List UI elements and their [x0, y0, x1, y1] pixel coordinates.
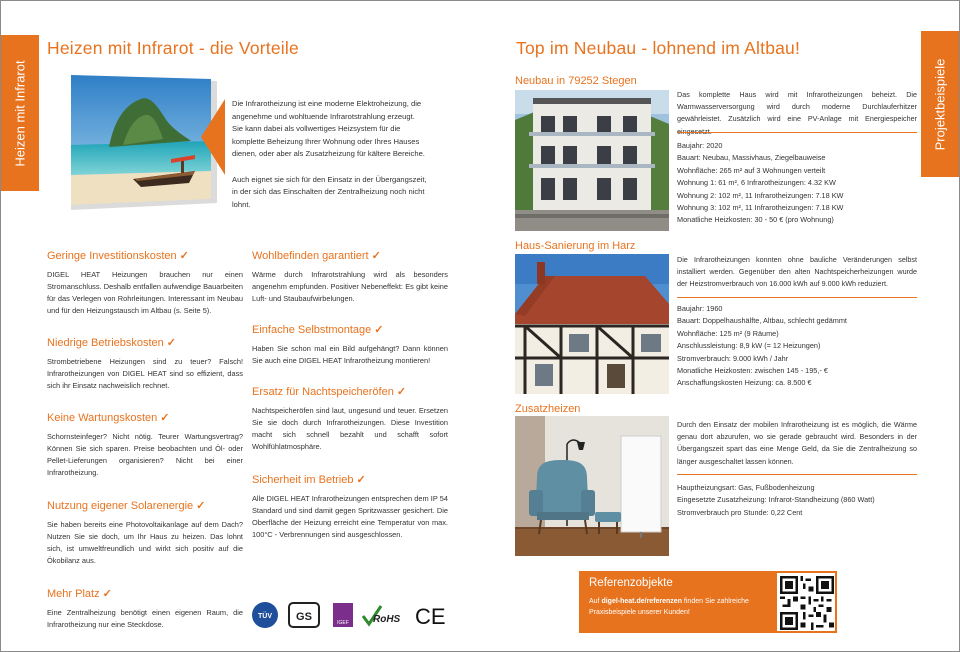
intro-arrow	[201, 99, 225, 175]
feature-title: Niedrige Betriebskosten ✓	[47, 337, 177, 349]
ce-logo	[415, 604, 446, 629]
intro-text	[232, 98, 427, 224]
project-facts-neubau	[677, 140, 843, 227]
feature-title: Nutzung eigener Solarenergie ✓	[47, 500, 206, 512]
fact-line: Monatliche Heizkosten: zwischen 145 - 195,- €	[677, 366, 828, 376]
intro-paragraph: Die Infrarotheizung ist eine moderne Elektroheizung, die angenehme und wohltuende Infrarotstrahlung erzeugt. Sie kann dabei als vollwertiges Heizsystem für die komplette Beheizung Ihrer Wohnung oder Ihres Hauses dienen, oder aber als Zusatzheizung für kältere Bereiche.	[232, 99, 425, 159]
reference-title: Referenzobjekte	[589, 577, 673, 589]
check-icon: ✓	[179, 250, 189, 262]
feature-title: Mehr Platz ✓	[47, 588, 112, 600]
feature-solar	[47, 499, 243, 567]
feature-title: Sicherheit im Betrieb ✓	[252, 474, 366, 486]
fact-line: Hauptheizungsart: Gas, Fußbodenheizung	[677, 483, 815, 492]
feature-title: Ersatz für Nachtspeicheröfen ✓	[252, 386, 407, 398]
feature-operating-costs	[47, 336, 243, 392]
check-icon: ✓	[160, 412, 170, 424]
intro-paragraph: Auch eignet sie sich für den Einsatz in der Übergangszeit, in der sich das Einschalten der Zentralheizung noch nicht lohnt.	[232, 174, 427, 209]
photo-armchair-heater	[515, 416, 669, 556]
side-tab-left-label: Heizen mit Infrarot	[12, 59, 28, 167]
check-icon: ✓	[374, 324, 384, 336]
rohs-logo	[363, 606, 401, 625]
fact-line: Baujahr: 2020	[677, 141, 723, 150]
feature-text: Sie haben bereits eine Photovoltaikanlage auf dem Dach? Nutzen Sie sie doch, um Ihr Haus zu heizen. Das lohnt sich, ist umweltfreundlich und wirkt sich positiv auf die Ökobilanz aus.	[47, 520, 243, 565]
feature-text: DIGEL HEAT Heizungen brauchen nur einen Stromanschluss. Deshalb entfallen aufwendige Bauarbeiten für das Verlegen von Rohrleitungen. Interessant im Neubau und für den Heizungstausch im Altbau (s. Seite 5).	[47, 270, 243, 315]
feature-storage-heater-replacement	[252, 385, 448, 453]
project-facts-zusatzheizen	[677, 482, 875, 519]
feature-title: Wohlbefinden garantiert ✓	[252, 250, 381, 262]
feature-text: Schornsteinfeger? Nicht nötig. Teurer Wartungsvertrag? Können Sie sich sparen. Preise beobachten und Öl- oder Pellet-Lieferungen organisieren? Nicht bei einer Infrarotheizung.	[47, 432, 243, 477]
check-icon: ✓	[371, 250, 381, 262]
svg-text:TÜV: TÜV	[258, 613, 272, 620]
side-tab-right	[921, 31, 959, 177]
fact-line: Wohnfläche: 265 m² auf 3 Wohnungen verteilt	[677, 165, 826, 175]
divider	[677, 474, 917, 475]
check-icon: ✓	[102, 588, 112, 600]
side-tab-right-label: Projektbeispiele	[932, 58, 948, 150]
divider	[677, 297, 917, 298]
fact-line: Wohnung 1: 61 m², 6 Infrarotheizungen: 4.32 KW	[677, 178, 836, 188]
fact-line: Wohnfläche: 125 m² (9 Räume)	[677, 328, 779, 338]
fact-line: Anschaffungskosten Heizung: ca. 8.500 €	[677, 378, 812, 388]
reference-box	[579, 571, 775, 633]
feature-self-install	[252, 323, 448, 367]
fact-line: Eingesetzte Zusatzheizung: Infrarot-Standheizung (860 Watt)	[677, 495, 875, 505]
certification-logos	[251, 600, 451, 632]
check-icon: ✓	[166, 337, 177, 349]
side-tab-left	[1, 35, 39, 191]
project-desc-zusatzheizen: Durch den Einsatz der mobilen Infrarotheizung ist es möglich, die Wärme genau dort abzurufen, wo sie gerade gebraucht wird. Besonders in der Übergangszeit spart das eine Menge Geld, da Sie die Zentralheizung so länger ausgeschaltet lassen können.	[677, 420, 917, 466]
check-icon: ✓	[396, 386, 407, 398]
right-page-title: Top im Neubau - lohnend im Altbau!	[516, 38, 801, 58]
feature-wellbeing	[252, 249, 448, 305]
feature-text: Alle DIGEL HEAT Infrarotheizungen entsprechen dem IP 54 Standard und sind damit gegen Spritzwasser gesichert. Die Oberfläche der Heizung erreicht eine Temperatur von max. 100°C - Verbrennungen sind ausgeschlossen.	[252, 494, 448, 539]
fact-line: Monatliche Heizkosten: 30 - 50 € (pro Wohnung)	[677, 215, 834, 225]
hero-image-beach	[71, 75, 217, 210]
photo-half-timbered-house	[515, 254, 669, 394]
fact-line: Baujahr: 1960	[677, 304, 723, 313]
check-icon: ✓	[356, 474, 366, 486]
reference-link[interactable]: digel-heat.de/referenzen	[601, 598, 682, 605]
divider	[677, 132, 917, 133]
feature-title: Einfache Selbstmontage ✓	[252, 324, 384, 336]
qr-code[interactable]	[775, 571, 837, 633]
igef-logo	[333, 603, 353, 627]
photo-new-building	[515, 90, 669, 231]
fact-line: Bauart: Doppelhaushälfte, Altbau, schlecht gedämmt	[677, 316, 847, 326]
reference-text: Auf digel-heat.de/referenzen finden Sie zahlreiche Praxisbeispiele unserer Kunden!	[589, 598, 749, 616]
fact-line: Stromverbrauch pro Stunde: 0,22 Cent	[677, 507, 803, 517]
feature-title: Keine Wartungskosten ✓	[47, 412, 170, 424]
fact-line: Bauart: Neubau, Massivhaus, Ziegelbauweise	[677, 153, 826, 163]
svg-text:GS: GS	[296, 611, 312, 623]
feature-no-maintenance	[47, 411, 243, 479]
feature-text: Wärme durch Infrarotstrahlung wird als besonders angenehm empfunden. Positiver Nebeneffekt: Es gibt keine Luft- und Staubaufwirbelungen.	[252, 270, 448, 303]
feature-text: Haben Sie schon mal ein Bild aufgehängt? Dann können Sie auch eine DIGEL HEAT Infrarotheizung montieren!	[252, 344, 448, 365]
project-title-sanierung: Haus-Sanierung im Harz	[515, 240, 636, 252]
project-desc-neubau: Das komplette Haus wird mit Infrarotheizungen beheizt. Die Warmwasserversorgung wird durch moderne Durchlauferhitzer gewährleistet. Zusätzlich wird eine PV-Anlage mit Energiespeicher	[677, 90, 917, 124]
project-facts-sanierung	[677, 303, 847, 390]
project-desc-sanierung: Die Infrarotheizungen konnten ohne bauliche Veränderungen selbst installiert werden. Gegenüber den alten Nachtspeicherheizungen wurde der Heizstromverbrauch von 16.000 kWh auf 9.000 kWh reduziert.	[677, 255, 917, 289]
left-page-title: Heizen mit Infrarot - die Vorteile	[47, 38, 299, 58]
feature-more-space	[47, 587, 243, 631]
feature-text: Nachtspeicheröfen sind laut, ungesund und teuer. Ersetzen Sie sie doch durch Infrarotheizungen. Diese Investition macht sich schnell bezahlt und schafft sofort Wohlfühlatmosphäre.	[252, 406, 448, 451]
fact-line: Wohnung 3: 102 m², 11 Infrarotheizungen: 7.18 KW	[677, 203, 844, 213]
gs-logo	[289, 603, 319, 627]
fact-line: Wohnung 2: 102 m², 11 Infrarotheizungen: 7.18 KW	[677, 190, 844, 200]
feature-title: Geringe Investitionskosten ✓	[47, 250, 189, 262]
svg-text:CE: CE	[415, 604, 446, 629]
svg-text:IGEF: IGEF	[337, 620, 349, 626]
project-title-zusatzheizen: Zusatzheizen	[515, 403, 581, 415]
svg-text:RoHS: RoHS	[373, 614, 401, 625]
check-icon: ✓	[196, 500, 206, 512]
feature-investment	[47, 249, 243, 317]
feature-safety	[252, 473, 448, 541]
tuv-logo	[252, 602, 278, 628]
feature-text: Strombetriebene Heizungen sind zu teuer? Falsch! Infrarotheizungen von DIGEL HEAT sind so effizient, dass sich ihr Einsatz nachweislich rechnet.	[47, 357, 243, 390]
project-title-neubau: Neubau in 79252 Stegen	[515, 75, 637, 87]
feature-text: Eine Zentralheizung benötigt einen eigenen Raum, die Infrarotheizung nur eine Steckdose.	[47, 608, 243, 629]
fact-line: Stromverbrauch: 9.000 kWh / Jahr	[677, 353, 789, 363]
fact-line: Anschlussleistung: 8,9 kW (= 12 Heizungen)	[677, 341, 821, 351]
